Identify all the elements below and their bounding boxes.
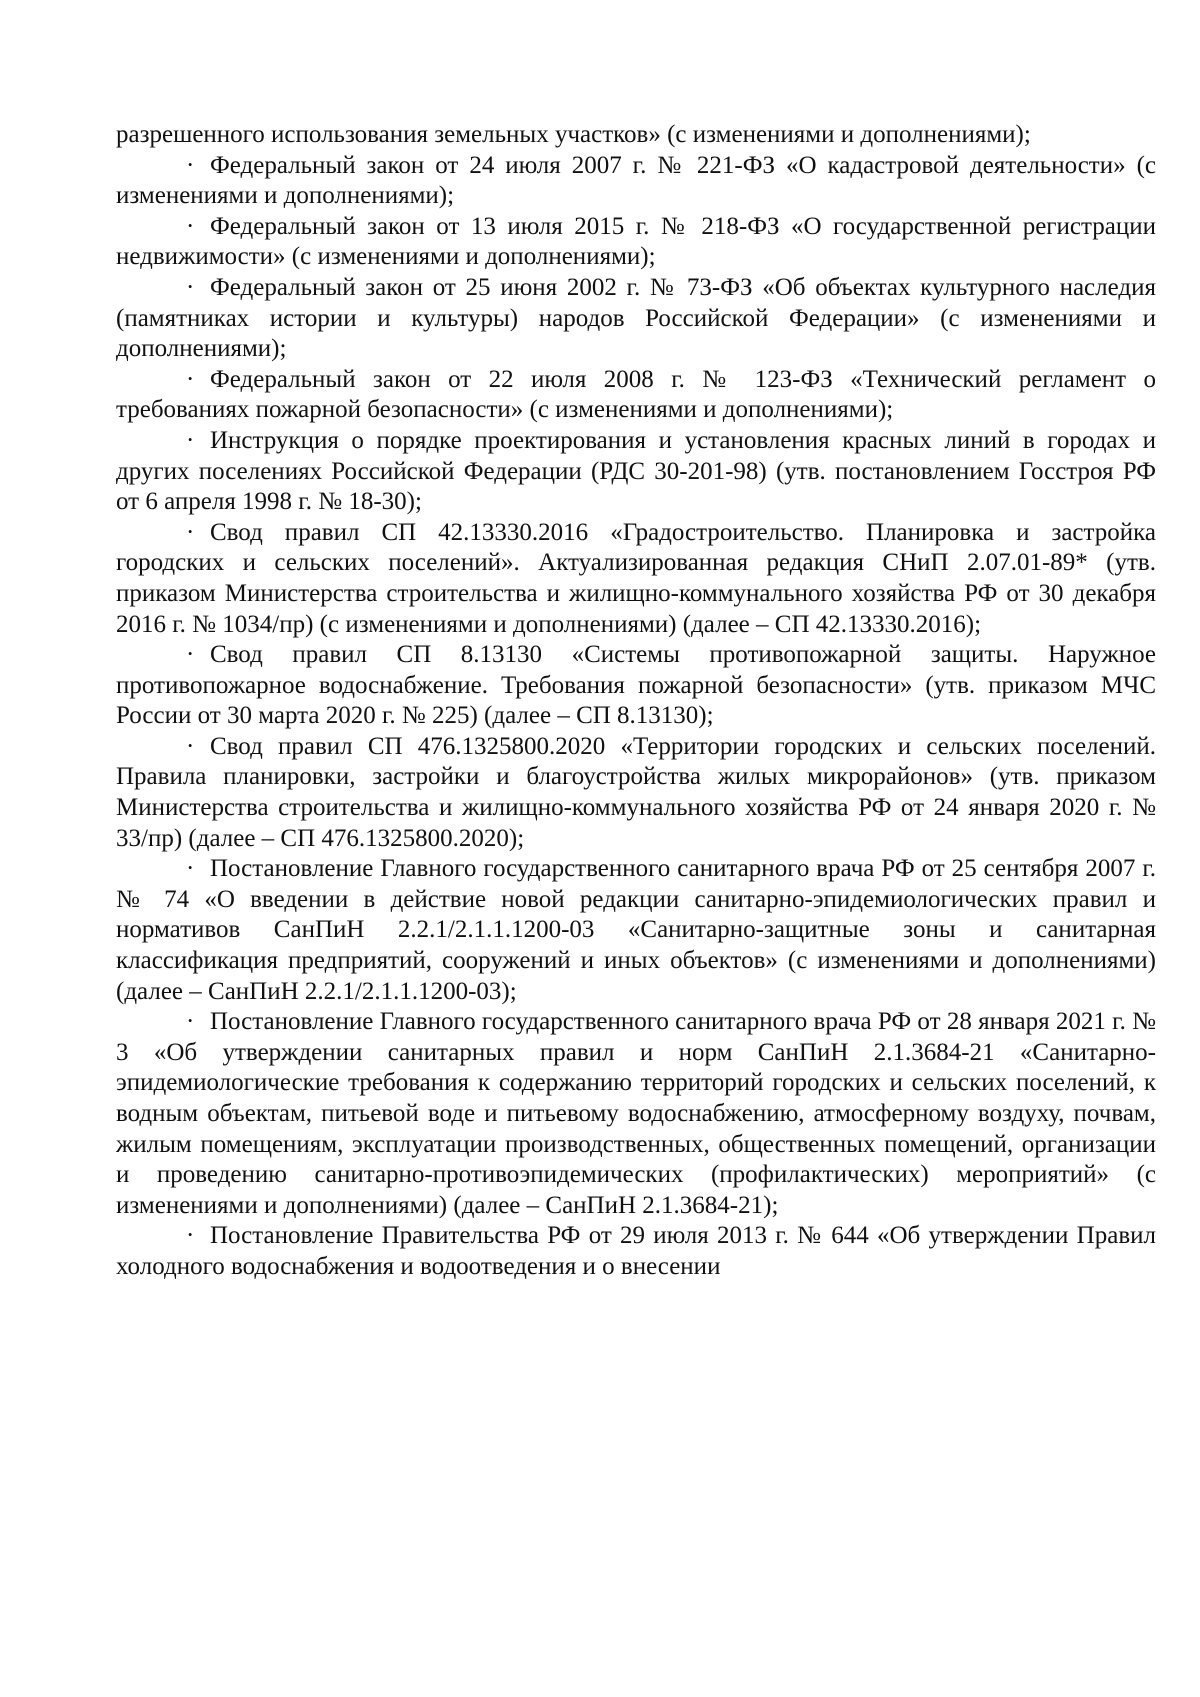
bullet-icon: · xyxy=(186,1222,195,1250)
list-item xyxy=(116,273,1156,365)
list-item-text: Постановление Правительства РФ от 29 июля 2013 г. № 644 «Об утверждении Правил холодного водоснабжения и водоотведения и о внесении xyxy=(116,1222,1156,1280)
list-item-text: Постановление Главного государственного санитарного врача РФ от 28 января 2021 г. № 3 «Об утверждении санитарных правил и норм СанПиН 2.1.3684-21 «Санитарно-эпидемиологические требования к содержанию территорий городских и сельских поселений, к водным объектам, питьевой воде и питьевому водоснабжению, атмосферному воздуху, почвам, жилым помещениям, эксплуатации производственных, общественных помещений, организации и проведению санитарно-противоэпидемических (профилактических) мероприятий» (с изменениями и дополнениями) (далее – СанПиН 2.1.3684-21); xyxy=(116,1008,1156,1219)
list-item-text: Федеральный закон от 25 июня 2002 г. № 73-ФЗ «Об объектах культурного наследия (памятниках истории и культуры) народов Российской Федерации» (с изменениями и дополнениями); xyxy=(116,273,1156,363)
list-item xyxy=(116,151,1156,212)
list-item-text: Свод правил СП 476.1325800.2020 «Территории городских и сельских поселений. Правила планировки, застройки и благоустройства жилых микрорайонов» (утв. приказом Министерства строительства и жилищно-коммунального хозяйства РФ от 24 января 2020 г. № 33/пр) (далее – СП 476.1325800.2020); xyxy=(116,732,1156,852)
bullet-icon: · xyxy=(186,641,195,669)
list-item-text: Федеральный закон от 24 июля 2007 г. № 221-ФЗ «О кадастровой деятельности» (с изменениями и дополнениями); xyxy=(116,151,1156,210)
list-item-text: Постановление Главного государственного санитарного врача РФ от 25 сентября 2007 г. № 74 «О введении в действие новой редакции санитарно-эпидемиологических правил и нормативов СанПиН 2.2.1/2.1.1.1200-03 «Санитарно-защитные зоны и санитарная классификация предприятий, сооружений и иных объектов» (с изменениями и дополнениями) (далее – СанПиН 2.2.1/2.1.1.1200-03); xyxy=(116,855,1156,1005)
list-item-text: Инструкция о порядке проектирования и установления красных линий в городах и других поселениях Российской Федерации (РДС 30-201-98) (утв. постановлением Госстроя РФ от 6 апреля 1998 г. № 18-30); xyxy=(116,426,1156,516)
bullet-icon: · xyxy=(186,365,195,393)
list-item xyxy=(116,640,1156,732)
bullet-icon: · xyxy=(186,855,195,883)
bullet-icon: · xyxy=(186,151,195,179)
bullet-icon: · xyxy=(186,273,195,301)
list-item-text: Федеральный закон от 13 июля 2015 г. № 218-ФЗ «О государственной регистрации недвижимости» (с изменениями и дополнениями); xyxy=(116,212,1156,271)
bullet-icon: · xyxy=(186,1008,195,1036)
bullet-icon: · xyxy=(186,212,195,240)
list-item-text: Свод правил СП 42.13330.2016 «Градостроительство. Планировка и застройка городских и сельских поселений». Актуализированная редакция СНиП 2.07.01-89* (утв. приказом Министерства строительства и жилищно-коммунального хозяйства РФ от 30 декабря 2016 г. № 1034/пр) (с изменениями и дополнениями) (далее – СП 42.13330.2016); xyxy=(116,518,1156,638)
list-item xyxy=(116,365,1156,426)
list-item xyxy=(116,732,1156,854)
lead-paragraph: разрешенного использования земельных участков» (с изменениями и дополнениями); xyxy=(116,121,1031,148)
list-item xyxy=(116,854,1156,1007)
list-item xyxy=(116,1007,1156,1221)
list-item-text: Свод правил СП 8.13130 «Системы противопожарной защиты. Наружное противопожарное водоснабжение. Требования пожарной безопасности» (утв. приказом МЧС России от 30 марта 2020 г. № 225) (далее – СП 8.13130); xyxy=(116,641,1156,730)
list-item-text: Федеральный закон от 22 июля 2008 г. № 123-ФЗ «Технический регламент о требованиях пожарной безопасности» (с изменениями и дополнениями); xyxy=(116,365,1156,424)
list-item xyxy=(116,518,1156,640)
bullet-icon: · xyxy=(186,518,195,546)
bullet-icon: · xyxy=(186,426,195,454)
document-page xyxy=(116,120,1156,1283)
list-item xyxy=(116,212,1156,273)
list-item xyxy=(116,426,1156,518)
bullet-icon: · xyxy=(186,732,195,760)
list-item xyxy=(116,1221,1156,1282)
